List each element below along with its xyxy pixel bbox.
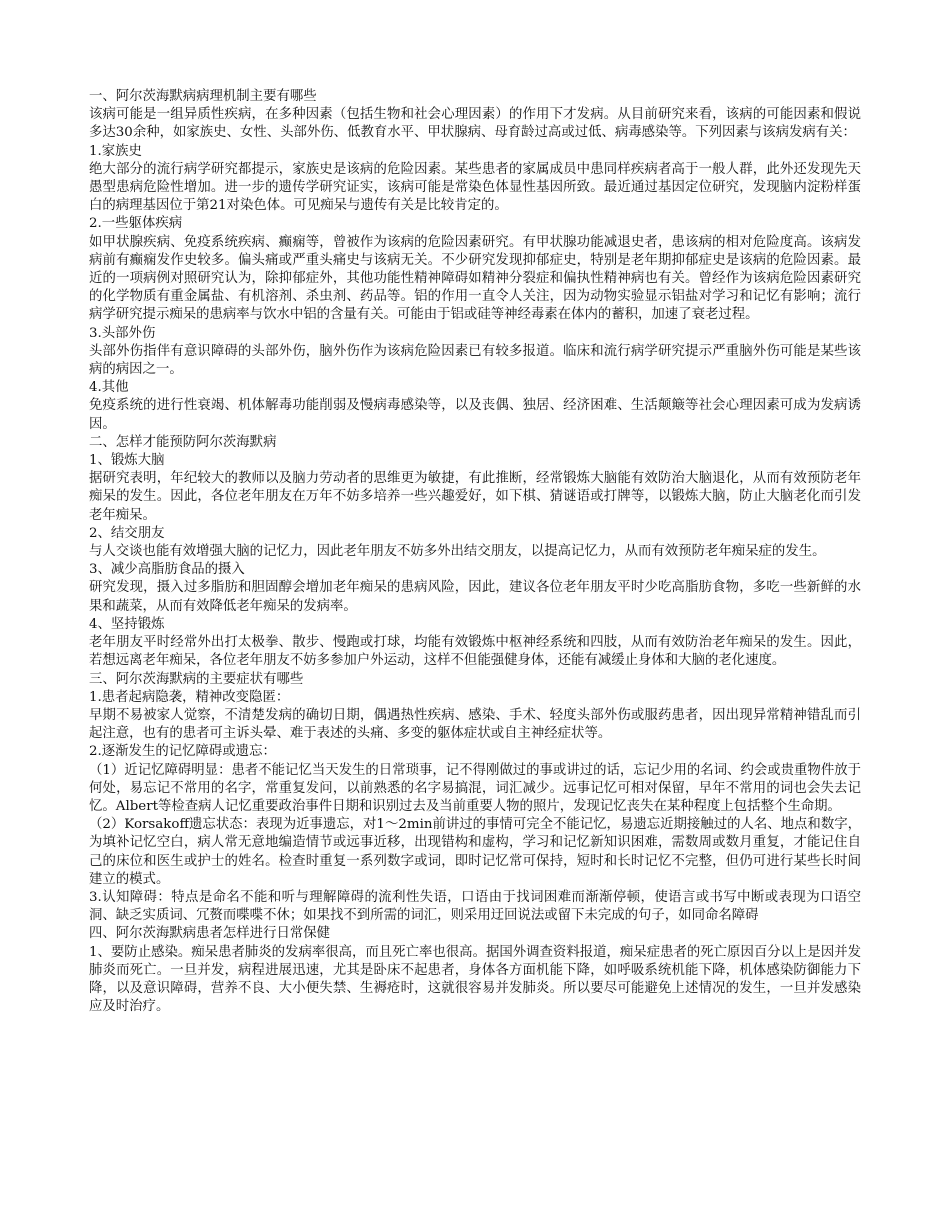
subheading-keep-exercising: 4、坚持锻炼 bbox=[89, 616, 165, 632]
subheading-head-injury: 3.头部外伤 bbox=[89, 325, 156, 341]
recent-memory-paragraph: （1）近记忆障碍明显：患者不能记忆当天发生的日常琐事，记不得刚做过的事或讲过的话，忘记少用的名词、约会或贵重物件放于何处，易忘记不常用的名字，常重复发问，以前熟悉的名字易搞混，词汇减少。远事记忆可相对保留，早年不常用的词也会失去记忆。Albert等检查病人记忆重要政治事件日期和识别过去及当前重要人物的照片，发现记忆丧失在某种程度上包括整个生命期。 bbox=[89, 762, 861, 814]
section-heading-3: 三、阿尔茨海默病的主要症状有哪些 bbox=[89, 671, 304, 687]
subheading-insidious-onset: 1.患者起病隐袭，精神改变隐匿： bbox=[89, 689, 290, 705]
subheading-exercise-brain: 1、锻炼大脑 bbox=[89, 453, 165, 469]
head-injury-paragraph: 头部外伤指伴有意识障碍的头部外伤，脑外伤作为该病危险因素已有较多报道。临床和流行病学研究提示严重脑外伤可能是某些该病的病因之一。 bbox=[89, 343, 861, 378]
reduce-fat-paragraph: 研究发现，摄入过多脂肪和胆固醇会增加老年痴呆的患病风险，因此，建议各位老年朋友平时少吃高脂肪食物，多吃一些新鲜的水果和蔬菜，从而有效降低老年痴呆的发病率。 bbox=[89, 580, 861, 614]
exercise-brain-paragraph: 据研究表明，年纪较大的教师以及脑力劳动者的思维更为敏捷，有此推断，经常锻炼大脑能有效防治大脑退化，从而有效预防老年痴呆的发生。因此，各位老年朋友在万年不妨多培养一些兴趣爱好，如下棋、猜谜语或打牌等，以锻炼大脑，防止大脑老化而引发老年痴呆。 bbox=[89, 471, 861, 523]
section-heading-4: 四、阿尔茨海默病患者怎样进行日常保健 bbox=[89, 926, 331, 942]
physical-diseases-paragraph: 如甲状腺疾病、免疫系统疾病、癫痫等，曾被作为该病的危险因素研究。有甲状腺功能减退史者，患该病的相对危险度高。该病发病前有癫痫发作史较多。偏头痛或严重头痛史与该病无关。不少研究发现抑郁症史，特别是老年期抑郁症史是该病的危险因素。最近的一项病例对照研究认为，除抑郁症外，其他功能性精神障碍如精神分裂症和偏执性精神病也有关。曾经作为该病危险因素研究的化学物质有重金属盐、有机溶剂、杀虫剂、药品等。铝的作用一直令人关注，因为动物实验显示铝盐对学习和记忆有影响；流行病学研究提示痴呆的患病率与饮水中铝的含量有关。可能由于铝或硅等神经毒素在体内的蓄积，加速了衰老过程。 bbox=[89, 234, 861, 323]
subheading-other: 4.其他 bbox=[89, 380, 129, 396]
insidious-onset-paragraph: 早期不易被家人觉察，不清楚发病的确切日期，偶遇热性疾病、感染、手术、轻度头部外伤或服药患者，因出现异常精神错乱而引起注意，也有的患者可主诉头晕、难于表述的头痛、多变的躯体症状或自主神经症状等。 bbox=[89, 707, 861, 742]
make-friends-paragraph: 与人交谈也能有效增强大脑的记忆力，因此老年朋友不妨多外出结交朋友，以提高记忆力，从而有效预防老年痴呆症的发生。 bbox=[89, 544, 826, 560]
prevent-infection-paragraph: 1、要防止感染。痴呆患者肺炎的发病率很高，而且死亡率也很高。据国外调查资料报道，痴呆症患者的死亡原因百分以上是因并发肺炎而死亡。一旦并发，病程进展迅速，尤其是卧床不起患者，身体各方面机能下降，如呼吸系统机能下降，机体感染防御能力下降，以及意识障碍，营养不良、大小便失禁、生褥疮时，这就很容易并发肺炎。所以要尽可能避免上述情况的发生，一旦并发感染应及时治疗。 bbox=[89, 944, 861, 1015]
korsakoff-paragraph: （2）Korsakoff遗忘状态：表现为近事遗忘，对1～2min前讲过的事情可完全不能记忆，易遗忘近期接触过的人名、地点和数字，为填补记忆空白，病人常无意地编造情节或远事近移，出现错构和虚构，学习和记忆新知识困难，需数周或数月重复，才能记住自己的床位和医生或护士的姓名。检查时重复一系列数字或词，即时记忆常可保持，短时和长时记忆不完整，但仍可进行某些长时间建立的模式。 bbox=[89, 817, 861, 887]
other-factors-paragraph: 免疫系统的进行性衰竭、机体解毒功能削弱及慢病毒感染等，以及丧偶、独居、经济困难、生活颠簸等社会心理因素可成为发病诱因。 bbox=[89, 398, 861, 432]
keep-exercising-paragraph: 老年朋友平时经常外出打太极拳、散步、慢跑或打球，均能有效锻炼中枢神经系统和四肢，从而有效防治老年痴呆的发生。因此，若想远离老年痴呆，各位老年朋友不妨多参加户外运动，这样不但能强健身体，还能有减缓止身体和大脑的老化速度。 bbox=[89, 635, 861, 669]
subheading-make-friends: 2、结交朋友 bbox=[89, 525, 165, 541]
family-history-paragraph: 绝大部分的流行病学研究都提示，家族史是该病的危险因素。某些患者的家属成员中患同样疾病者高于一般人群，此外还发现先天愚型患病危险性增加。进一步的遗传学研究证实，该病可能是常染色体显性基因所致。最近通过基因定位研究，发现脑内淀粉样蛋白的病理基因位于第21对染色体。可见痴呆与遗传有关是比较肯定的。 bbox=[89, 161, 861, 214]
cognitive-impairment-paragraph: 3.认知障碍：特点是命名不能和听与理解障碍的流利性失语，口语由于找词困难而渐渐停顿，使语言或书写中断或表现为口语空洞、缺乏实质词、冗赘而喋喋不休；如果找不到所需的词汇，则采用迂回说法或留下未完成的句子，如同命名障碍 bbox=[89, 889, 861, 924]
subheading-family-history: 1.家族史 bbox=[89, 143, 142, 159]
subheading-physical-diseases: 2.一些躯体疾病 bbox=[89, 216, 183, 232]
section-heading-1: 一、阿尔茨海默病病理机制主要有哪些 bbox=[89, 89, 317, 104]
document-body bbox=[89, 88, 861, 1016]
subheading-reduce-fat: 3、减少高脂肪食品的摄入 bbox=[89, 562, 245, 578]
subheading-memory-impairment: 2.逐渐发生的记忆障碍或遗忘： bbox=[89, 744, 276, 760]
section-heading-2: 二、怎样才能预防阿尔茨海默病 bbox=[89, 434, 277, 450]
intro-paragraph: 该病可能是一组异质性疾病，在多种因素（包括生物和社会心理因素）的作用下才发病。从目前研究来看，该病的可能因素和假说多达30余种，如家族史、女性、头部外伤、低教育水平、甲状腺病、母育龄过高或过低、病毒感染等。下列因素与该病发病有关： bbox=[89, 107, 861, 141]
